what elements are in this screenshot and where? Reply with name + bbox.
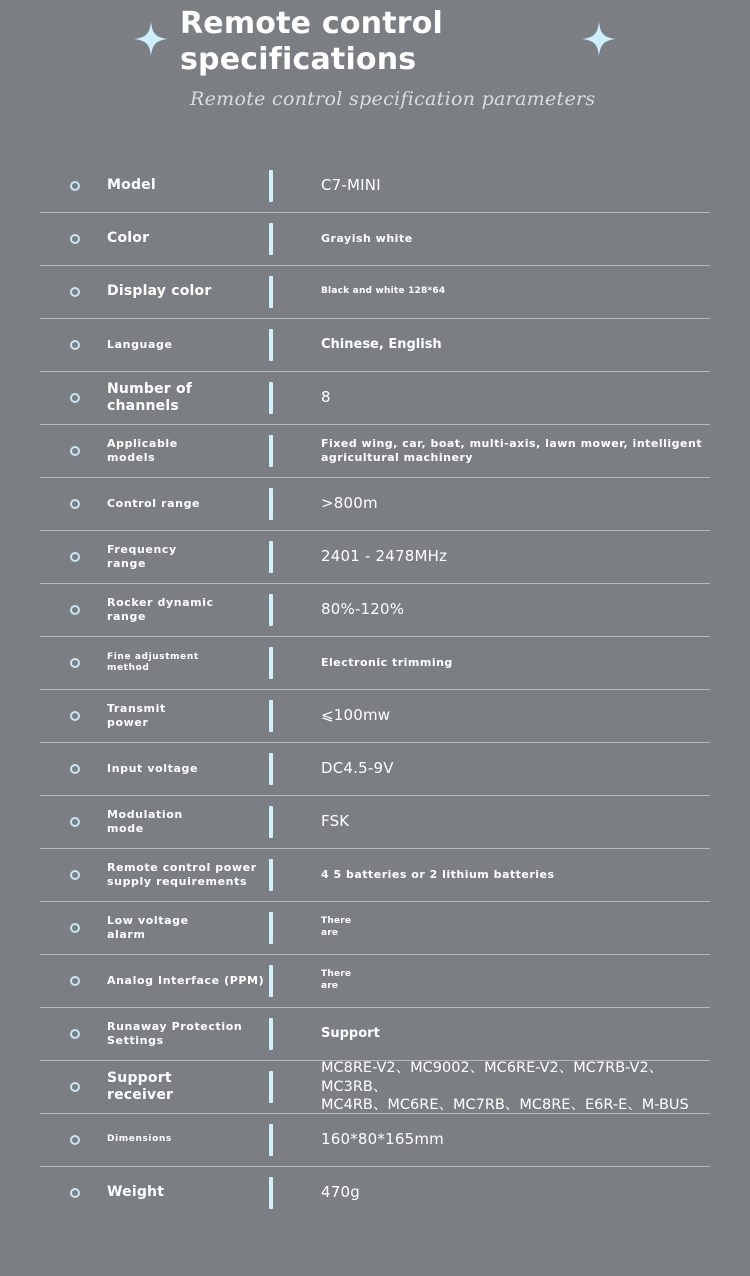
spec-value: 4 5 batteries or 2 lithium batteries [321,867,555,881]
bullet-icon [70,764,80,774]
spec-row-support-receiver [40,1061,710,1114]
spec-label: Runaway Protection Settings [107,1020,243,1047]
spec-value: Grayish white [321,231,413,245]
bullet-icon [70,1082,80,1092]
spec-label: Display color [107,283,212,300]
sparkle-icon [134,22,168,56]
divider-bar [269,1177,273,1209]
divider-bar [269,170,273,202]
divider-bar [269,647,273,679]
spec-row-frequency-range [40,531,710,584]
spec-value: FSK [321,812,350,831]
divider-bar [269,329,273,361]
spec-row-language [40,319,710,372]
spec-row-rocker-range [40,584,710,637]
spec-value: There are [321,969,352,991]
divider-bar [269,435,273,467]
page-subtitle: Remote control specification parameters [190,88,596,110]
title-line-1: Remote control [180,6,444,41]
divider-bar [269,382,273,414]
divider-bar [269,1124,273,1156]
spec-label: Frequency range [107,543,177,570]
bullet-icon [70,817,80,827]
spec-label: Color [107,230,150,247]
spec-label: Number of channels [107,380,193,414]
bullet-icon [70,923,80,933]
spec-label: Weight [107,1184,165,1201]
spec-label: Rocker dynamic range [107,596,214,623]
divider-bar [269,276,273,308]
spec-row-display-color [40,266,710,319]
spec-row-fine-adjustment [40,637,710,690]
spec-table [40,160,710,1219]
spec-label: Language [107,338,173,352]
bullet-icon [70,976,80,986]
spec-label: Fine adjustment method [107,651,199,673]
title-line-2: specifications [180,42,417,77]
spec-row-dimensions [40,1114,710,1167]
bullet-icon [70,870,80,880]
spec-row-input-voltage [40,743,710,796]
spec-row-control-range [40,478,710,531]
spec-label: Dimensions [107,1134,172,1145]
spec-value: Support [321,1025,380,1041]
spec-row-channels [40,372,710,425]
spec-row-runaway-protection [40,1008,710,1061]
spec-value: Chinese, English [321,336,442,352]
spec-value: 160*80*165mm [321,1130,444,1149]
divider-bar [269,965,273,997]
header [0,0,750,140]
divider-bar [269,1018,273,1050]
spec-label: Applicable models [107,437,178,464]
divider-bar [269,753,273,785]
bullet-icon [70,446,80,456]
spec-value: 80%-120% [321,600,405,619]
spec-value: There are [321,916,352,938]
spec-row-power-supply [40,849,710,902]
spec-row-analog-interface [40,955,710,1008]
divider-bar [269,912,273,944]
divider-bar [269,1071,273,1103]
bullet-icon [70,234,80,244]
bullet-icon [70,499,80,509]
bullet-icon [70,658,80,668]
spec-label: Analog Interface (PPM) [107,974,265,988]
divider-bar [269,488,273,520]
spec-row-transmit-power [40,690,710,743]
bullet-icon [70,605,80,615]
bullet-icon [70,287,80,297]
spec-value: C7-MINI [321,176,381,195]
bullet-icon [70,340,80,350]
page-title [180,6,443,78]
spec-value: 8 [321,388,331,407]
spec-value: ⩽100mw [321,706,391,725]
spec-row-low-voltage-alarm [40,902,710,955]
divider-bar [269,223,273,255]
spec-label: Input voltage [107,762,199,776]
spec-label: Model [107,177,156,194]
spec-label: Support receiver [107,1069,174,1103]
divider-bar [269,859,273,891]
bullet-icon [70,552,80,562]
divider-bar [269,594,273,626]
divider-bar [269,700,273,732]
spec-value: Electronic trimming [321,655,453,669]
spec-row-applicable-models [40,425,710,478]
bullet-icon [70,711,80,721]
spec-value: DC4.5-9V [321,759,394,778]
sparkle-icon [582,22,616,56]
spec-value: 470g [321,1183,360,1202]
spec-label: Modulation mode [107,808,183,835]
spec-value: Fixed wing, car, boat, multi-axis, lawn mower, intelligent agricultural machinery [321,436,703,464]
divider-bar [269,541,273,573]
spec-value: 2401 - 2478MHz [321,547,448,566]
bullet-icon [70,1135,80,1145]
spec-label: Control range [107,497,201,511]
bullet-icon [70,393,80,403]
spec-row-weight [40,1167,710,1219]
spec-value: MC8RE-V2、MC9002、MC6RE-V2、MC7RB-V2、MC3RB、 MC4RB、MC6RE、MC7RB、MC8RE、E6R-E、M-BUS [321,1059,689,1114]
spec-label: Remote control power supply requirements [107,861,257,888]
spec-label: Transmit power [107,702,166,729]
spec-value: Black and white 128*64 [321,286,446,297]
bullet-icon [70,181,80,191]
divider-bar [269,806,273,838]
spec-value: >800m [321,494,378,513]
spec-row-modulation [40,796,710,849]
bullet-icon [70,1029,80,1039]
bullet-icon [70,1188,80,1198]
spec-row-color [40,213,710,266]
spec-label: Low voltage alarm [107,914,189,941]
spec-row-model [40,160,710,213]
